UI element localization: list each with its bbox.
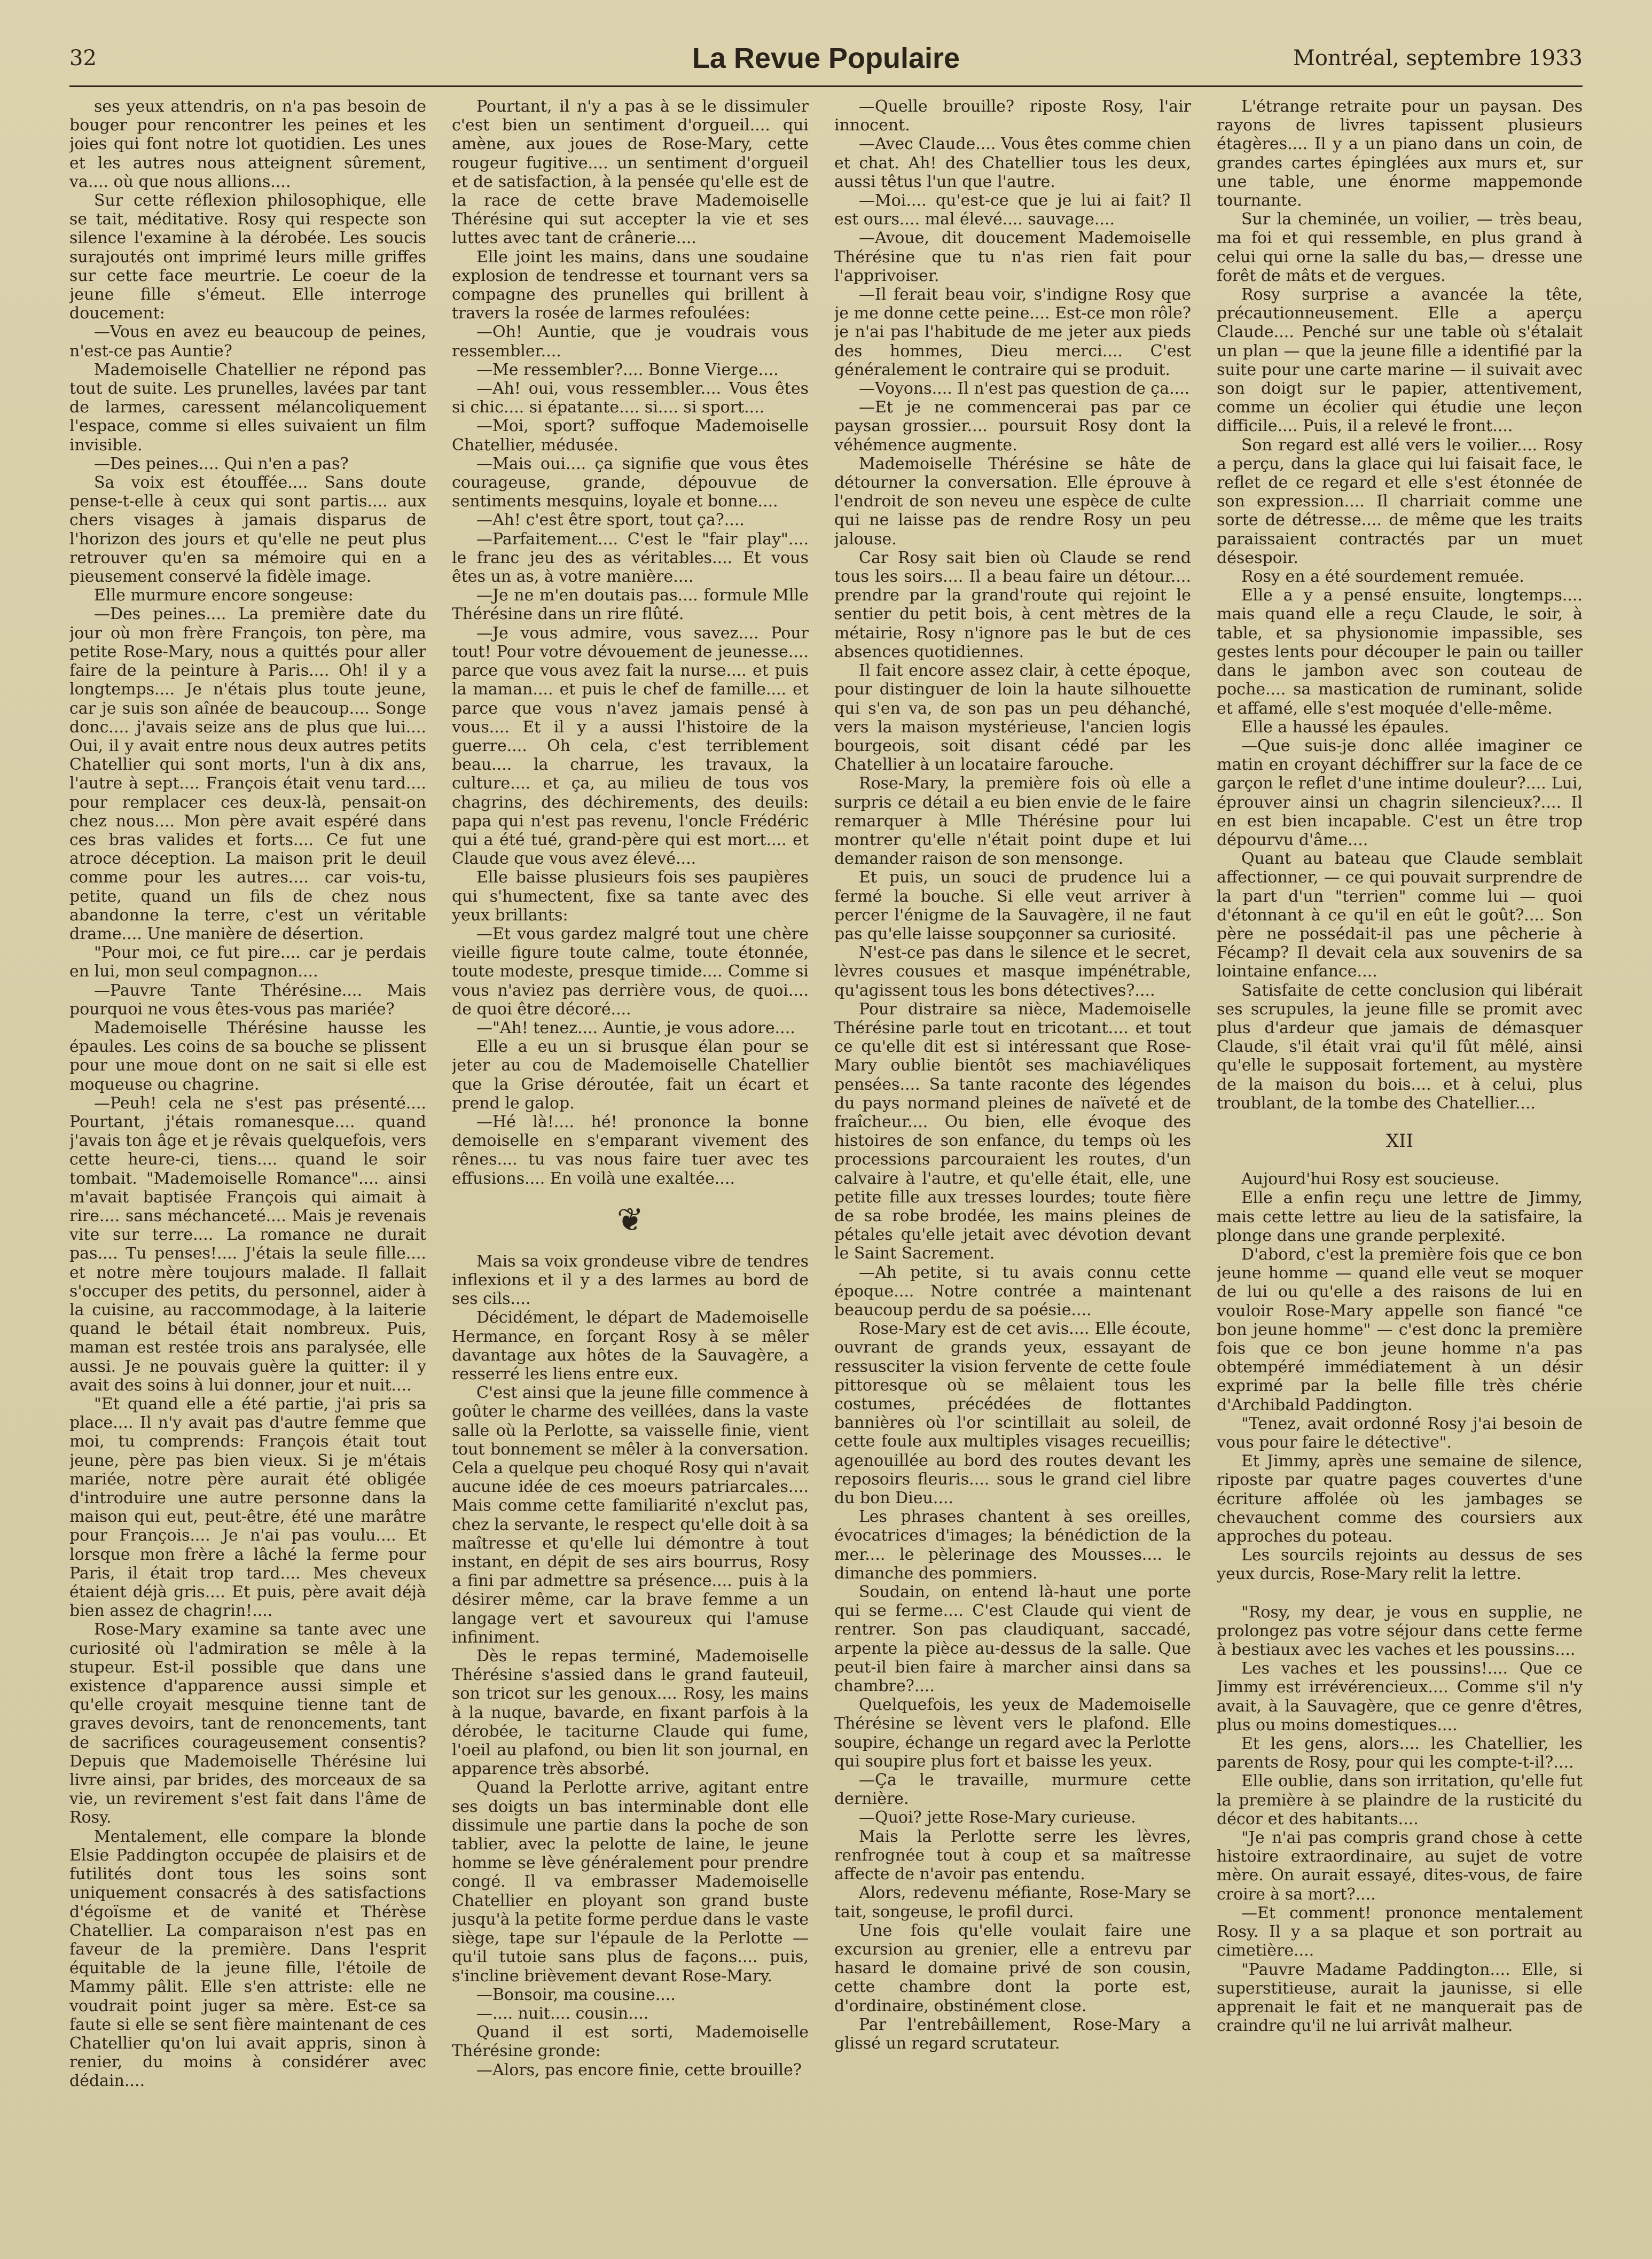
paragraph: ses yeux attendris, on n'a pas besoin de bouger pour rencontrer les peines et les joies qui font notre lot quotidien. Les unes et les autres nous atteignent sûrement, va.... où que nous allions.... (69, 97, 426, 191)
page-header (69, 42, 1583, 79)
paragraph: Par l'entrebâillement, Rose-Mary a glissé un regard scrutateur. (834, 2015, 1191, 2053)
paragraph: Mademoiselle Thérésine se hâte de détourner la conversation. Elle éprouve à l'endroit de son neveu une espèce de culte qui ne laisse pas de rendre Rosy un peu jalouse. (834, 454, 1191, 549)
paragraph: Rosy en a été sourdement remuée. (1241, 567, 1524, 587)
paragraph: D'abord, c'est la première fois que ce bon jeune homme — quand elle veut se moquer de lui ou qu'elle a des raisons de lui en vouloir Rose-Mary appelle son fiancé "ce bon jeune homme" — c'est donc la première fois que ce bon jeune homme n'a pas obtempéré immédiatement à un désir exprimé par la belle fille très chérie d'Archibald Paddington. (1217, 1245, 1583, 1414)
paragraph: Rose-Mary examine sa tante avec une curiosité où l'admiration se mêle à la stupeur. Est-il possible que dans une existence d'apparence aussi simple et qu'elle croyait mesquine tienne tant de graves devoirs, tant de renoncements, tant de sacrifices courageusement consentis? Depuis que Mademoiselle Thérésine lui livre ainsi, par brides, des morceaux de sa vie, un revirement s'est fait dans l'âme de Rosy. (69, 1620, 426, 1827)
paragraph: —Bonsoir, ma cousine.... (476, 1985, 676, 2004)
paragraph: Elle baisse plusieurs fois ses paupières qui s'humectent, fixe sa tante avec des yeux brillants: (452, 868, 809, 925)
paragraph: Sur cette réflexion philosophique, elle se tait, méditative. Rosy qui respecte son silence l'examine à la dérobée. Les soucis surajoutés ont imprimé leurs mille griffes sur cette face meurtrie. Le coeur de la jeune fille s'émeut. Elle interroge doucement: (69, 191, 426, 323)
paragraph: —Ah! oui, vous ressembler.... Vous êtes si chic.... si épatante.... si.... si sport.... (452, 379, 809, 417)
paragraph: Décidément, le départ de Mademoiselle Hermance, en forçant Rosy à se mêler davantage aux hôtes de la Sauvagère, a resserré les liens entre eux. (452, 1308, 809, 1383)
paragraph: "Pauvre Madame Paddington.... Elle, si superstitieuse, aurait la jaunisse, si elle apprenait le fait et ne manquerait pas de craindre qu'il ne lui arrivât malheur. (1217, 1960, 1583, 2036)
section-ornament-icon: ❦ (616, 1201, 644, 1239)
paragraph: —Des peines.... La première date du jour où mon frère François, ton père, ma petite Rose-Mary, nous a quittés pour aller faire de la peinture à Paris.... Oh! il y a longtemps.... Je n'étais plus toute jeune, car je suis son aînée de beaucoup.... Songe donc.... j'avais seize ans de plus que lui.... Oui, il y avait entre nous deux autres petits Chatellier qui sont morts, l'un à dix ans, l'autre à sept.... François était venu tard.... pour remplacer ces deux-là, pensait-on chez nous.... Mon père avait espéré dans ces bras valides et forts.... Ce fut une atroce déception. La maison prit le deuil comme pour les autres.... car vois-tu, petite, quand un fils de chez nous abandonne la terre, c'est un véritable drame.... Une manière de désertion. (69, 605, 426, 943)
paragraph: —Me ressembler?.... Bonne Vierge.... (476, 360, 779, 379)
page-number: 32 (69, 46, 97, 71)
paragraph: —Ça le travaille, murmure cette dernière. (834, 1771, 1191, 1809)
paragraph: Mais la Perlotte serre les lèvres, renfrognée tout à coup et sa maîtresse affecte de n'avoir pas entendu. (834, 1827, 1191, 1884)
paragraph: —Il ferait beau voir, s'indigne Rosy que je me donne cette peine.... Est-ce mon rôle? je n'ai pas l'habitude de me jeter aux pieds des hommes, Dieu merci.... C'est généralement le contraire qui se produit. (834, 285, 1191, 379)
paragraph: —"Ah! tenez.... Auntie, je vous adore.... (476, 1018, 795, 1037)
text-column-3 (834, 97, 1191, 2222)
paragraph: Quelquefois, les yeux de Mademoiselle Thérésine se lèvent vers le plafond. Elle soupire, échange un regard avec la Perlotte qui soupire plus fort et baisse les yeux. (834, 1695, 1191, 1771)
paragraph: Quand il est sorti, Mademoiselle Thérésine gronde: (452, 2023, 809, 2061)
paragraph: Mademoiselle Chatellier ne répond pas tout de suite. Les prunelles, lavées par tant de larmes, caressent mélancoliquement l'espace, comme si elles suivaient un film invisible. (69, 360, 426, 455)
paragraph: C'est ainsi que la jeune fille commence à goûter le charme des veillées, dans la vaste salle où la Perlotte, sa vaisselle finie, vient tout bonnement se mêler à la conversation. Cela a quelque peu choqué Rosy qui n'avait aucune idée de ces moeurs patriarcales.... Mais comme cette familiarité n'exclut pas, chez la servante, le respect qu'elle doit à sa maîtresse et qu'elle lui démontre à tout instant, en dépit de ses airs bourrus, Rosy a fini par admettre sa présence.... puis à la désirer même, car la brave femme a un langage vert et savoureux qui l'amuse infiniment. (452, 1383, 809, 1647)
paragraph: Sa voix est étouffée.... Sans doute pense-t-elle à ceux qui sont partis.... aux chers visages à jamais disparus de l'horizon des jours et qu'elle ne peut plus retrouver qu'en sa mémoire qui en a pieusement conservé la fidèle image. (69, 473, 426, 587)
paragraph: Elle a eu un si brusque élan pour se jeter au cou de Mademoiselle Chatellier que la Grise déroutée, fait un écart et prend le galop. (452, 1037, 809, 1113)
paragraph: Pourtant, il n'y a pas à se le dissimuler c'est bien un sentiment d'orgueil.... qui amène, aux joues de Rose-Mary, cette rougeur fugitive.... un sentiment d'orgueil et de satisfaction, à la pensée qu'elle est de la race de cette brave Mademoiselle Thérésine qui sut accepter la vie et ses luttes avec tant de crânerie.... (452, 97, 809, 248)
paragraph: Elle a enfin reçu une lettre de Jimmy, mais cette lettre au lieu de la satisfaire, la plonge dans une grande perplexité. (1217, 1189, 1583, 1245)
paragraph: —.... nuit.... cousin.... (476, 2004, 649, 2023)
issue-date: Montréal, septembre 1933 (1293, 46, 1583, 71)
paragraph: "Pour moi, ce fut pire.... car je perdais en lui, mon seul compagnon.... (69, 943, 426, 981)
paragraph: Elle a y a pensé ensuite, longtemps.... mais quand elle a reçu Claude, le soir, à table, et sa physionomie impassible, ses gestes lents pour découper le pain ou tailler dans le jambon avec son couteau de poche.... sa mastication de ruminant, solide et affamé, elle s'est moquée d'elle-même. (1217, 586, 1583, 718)
paragraph: —Je vous admire, vous savez.... Pour tout! Pour votre dévouement de jeunesse.... parce que vous avez fait la nurse.... et puis la maman.... et puis le chef de famille.... et parce que vous n'avez jamais pensé à vous.... Et il y a aussi l'histoire de la guerre.... Oh cela, c'est terriblement beau.... la charrue, les travaux, la culture.... et ça, au milieu de tous vos chagrins, des déchirements, des deuils: papa qui n'est pas revenu, l'oncle Frédéric qui a été tué, grand-père qui est mort.... et Claude que vous avez élevé.... (452, 623, 809, 869)
paragraph: Et Jimmy, après une semaine de silence, riposte par quatre pages couvertes d'une écriture affolée où les jambages se chevauchent comme des coursiers aux approches du poteau. (1217, 1452, 1583, 1546)
paragraph: —Et je ne commencerai pas par ce paysan grossier.... poursuit Rosy dont la véhémence augmente. (834, 398, 1191, 455)
text-column-4 (1217, 97, 1583, 2222)
paragraph: Quant au bateau que Claude semblait affectionner, — ce qui pouvait surprendre de la part d'un "terrien" comme lui — quoi d'étonnant à ce qu'il en eût le goût?.... Son père ne possédait-il pas une pêcherie à Fécamp? Il devait cela aux souvenirs de sa lointaine enfance.... (1217, 849, 1583, 981)
paragraph: Une fois qu'elle voulait faire une excursion au grenier, elle a entrevu par hasard le domaine privé de son cousin, cette chambre dont la porte est, d'ordinaire, obstinément close. (834, 1921, 1191, 2015)
paragraph: —Pauvre Tante Thérésine.... Mais pourquoi ne vous êtes-vous pas mariée? (69, 981, 426, 1019)
paragraph: —Mais oui.... ça signifie que vous êtes courageuse, grande, dépouvue de sentiments mesquins, loyale et bonne.... (452, 454, 809, 511)
paragraph: Satisfaite de cette conclusion qui libérait ses scrupules, la jeune fille se promit avec plus d'ardeur que jamais de démasquer Claude, s'il était vrai qu'il fût mêlé, ainsi qu'elle le supposait fortement, au mystère de la maison du bois.... et à celui, plus troublant, de la tombe des Chatellier.... (1217, 981, 1583, 1113)
header-rule (69, 85, 1583, 87)
paragraph: —Et comment! prononce mentalement Rosy. Il y a sa plaque et son portrait au cimetière.... (1217, 1903, 1583, 1960)
text-column-2 (452, 97, 809, 2222)
paragraph: "Tenez, avait ordonné Rosy j'ai besoin de vous pour faire le détective". (1217, 1414, 1583, 1452)
paragraph: Les vaches et les poussins!.... Que ce Jimmy est irrévérencieux.... Comme s'il n'y avait, à la Sauvagère, que ce genre d'êtres, plus ou moins domestiques.... (1217, 1659, 1583, 1734)
paragraph: —Moi, sport? suffoque Mademoiselle Chatellier, médusée. (452, 417, 809, 455)
paragraph: "Et quand elle a été partie, j'ai pris sa place.... Il n'y avait pas d'autre femme que moi, tu comprends: François était tout jeune, père pas bien vieux. Si je m'étais mariée, notre père aurait été obligée d'introduire une autre personne dans la maison qui eut, peut-être, été une marâtre pour François.... Je n'ai pas voulu.... Et lorsque mon frère a lâché la ferme pour Paris, il était trop tard.... Mes cheveux étaient déjà gris.... Et puis, père avait déjà bien assez de chagrin!.... (69, 1395, 426, 1621)
paragraph: Il fait encore assez clair, à cette époque, pour distinguer de loin la haute silhouette qui s'en va, de son pas un peu déhanché, vers la maison mystérieuse, l'ancien logis bourgeois, soit disant cédé par les Chatellier à un locataire farouche. (834, 661, 1191, 775)
paragraph: —Quoi? jette Rose-Mary curieuse. (859, 1808, 1136, 1827)
paragraph: —Et vous gardez malgré tout une chère vieille figure toute calme, toute étonnée, toute modeste, presque timide.... Comme si vous n'aviez pas derrière vous, de quoi.... de quoi être décoré.... (452, 924, 809, 1019)
paragraph: Mais sa voix grondeuse vibre de tendres inflexions et il y a des larmes au bord de ses cils.... (452, 1252, 809, 1309)
paragraph: Dès le repas terminé, Mademoiselle Thérésine s'assied dans le grand fauteuil, son tricot sur les genoux.... Rosy, les mains à la nuque, bavarde, en fixant parfois à la dérobée, le taciturne Claude qui fume, l'oeil au plafond, ou bien lit son journal, en apparence très absorbé. (452, 1647, 809, 1779)
paragraph: "Rosy, my dear, je vous en supplie, ne prolongez pas votre séjour dans cette ferme à bestiaux avec les vaches et les poussins.... (1217, 1603, 1583, 1660)
paragraph: Elle murmure encore songeuse: (94, 586, 354, 605)
paragraph: Rose-Mary est de cet avis.... Elle écoute, ouvrant de grands yeux, essayant de ressusciter la vision fervente de cette foule pittoresque où se mêlaient tous les costumes, précédées de flottantes bannières où l'or scintillait au soleil, de cette foule aux multiples visages recueillis; agenouillée au bord des routes devant les reposoirs fleuris.... sous le grand ciel libre du bon Dieu.... (834, 1319, 1191, 1508)
paragraph: Alors, redevenu méfiante, Rose-Mary se tait, songeuse, le profil durci. (834, 1883, 1191, 1921)
paragraph: Mentalement, elle compare la blonde Elsie Paddington occupée de plaisirs et de futilités dont tous les soins sont uniquement consacrés à des satisfactions d'égoïsme et de vanité et Thérèse Chatellier. La comparaison n'est pas en faveur de la première. Dans l'esprit équitable de la jeune fille, l'étoile de Mammy pâlit. Elle s'en attriste: elle ne voudrait point juger sa mère. Est-ce sa faute si elle se sent fière maintenant de ces Chatellier qu'on lui avait appris, sinon à renier, du moins à considérer avec dédain.... (69, 1827, 426, 2091)
paragraph: Mademoiselle Thérésine hausse les épaules. Les coins de sa bouche se plissent pour une moue dont on ne sait si elle est moqueuse ou chagrine. (69, 1018, 426, 1094)
paragraph: N'est-ce pas dans le silence et le secret, lèvres cousues et masque impénétrable, qu'agissent tous les bons détectives?.... (834, 943, 1191, 1000)
paragraph: —Je ne m'en doutais pas.... formule Mlle Thérésine dans un rire flûté. (452, 586, 809, 624)
paragraph: —Parfaitement.... C'est le "fair play".... le franc jeu des as véritables.... Et vous êtes un as, à votre manière.... (452, 529, 809, 587)
section-gap (1217, 1584, 1583, 1603)
paragraph: —Voyons.... Il n'est pas question de ça.... (859, 379, 1190, 398)
article-body (69, 97, 1583, 2222)
paragraph: Pour distraire sa nièce, Mademoiselle Thérésine parle tout en tricotant.... et tout ce qu'elle dit est si intéressant que Rose-Mary oublie bientôt ses machiavéliques pensées.... Sa tante raconte des légendes du pays normand pleines de naïveté et de fraîcheur.... Ou bien, elle évoque des histoires de son enfance, du temps où les processions parcouraient les routes, d'un calvaire à l'autre, et qu'elle était, elle, une petite fille aux tresses lourdes; toute fière de sa robe brodée, les mains pleines de pétales qu'elle jetait avec dévotion devant le Saint Sacrement. (834, 999, 1191, 1263)
paragraph: —Moi.... qu'est-ce que je lui ai fait? Il est ours.... mal élevé.... sauvage.... (834, 191, 1191, 229)
paragraph: Aujourd'hui Rosy est soucieuse. (1241, 1170, 1500, 1189)
paragraph: —Hé là!.... hé! prononce la bonne demoiselle en s'emparant vivement des rênes.... tu vas nous faire tuer avec tes effusions.... En voilà une exaltée.... (452, 1112, 809, 1188)
paragraph: Car Rosy sait bien où Claude se rend tous les soirs.... Il a beau faire un détour.... prendre par la grand'route qui rejoint le sentier du petit bois, à cent mètres de la métairie, Rosy n'ignore pas le but de ces absences quotidiennes. (834, 548, 1191, 661)
paragraph: —Ah petite, si tu avais connu cette époque.... Notre contrée a maintenant beaucoup perdu de sa poésie.... (834, 1263, 1191, 1319)
paragraph: Sur la cheminée, un voilier, — très beau, ma foi et qui ressemble, en plus grand à celui qui orne la salle du bas,— dresse une forêt de mâts et de vergues. (1217, 210, 1583, 285)
paragraph: Et puis, un souci de prudence lui a fermé la bouche. Si elle veut arriver à percer l'énigme de la Sauvagère, il ne faut pas qu'elle laisse soupçonner sa curiosité. (834, 868, 1191, 943)
paragraph: —Ah! c'est être sport, tout ça?.... (476, 511, 745, 530)
paragraph: "Je n'ai pas compris grand chose à cette histoire extraordinaire, au sujet de votre mère. On aurait essayé, dites-vous, de faire croire à sa mort?.... (1217, 1828, 1583, 1904)
paragraph: —Oh! Auntie, que je voudrais vous ressembler.... (452, 323, 809, 361)
paragraph: Les phrases chantent à ses oreilles, évocatrices d'images; la bénédiction de la mer.... le pèlerinage des Mousses.... le dimanche des pommiers. (834, 1507, 1191, 1583)
text-column-1 (69, 97, 426, 2222)
paragraph: Rosy surprise a avancée la tête, précautionneusement. Elle a aperçu Claude.... Penché sur une table où s'étalait un plan — que la jeune fille a identifié par la suite pour une carte marine — il suivait avec son doigt sur le papier, attentivement, comme un écolier qui étudie une leçon difficile.... Puis, il a relevé le front.... (1217, 285, 1583, 436)
paragraph: —Avoue, dit doucement Mademoiselle Thérésine que tu n'as rien fait pour l'apprivoiser. (834, 229, 1191, 285)
paragraph: Soudain, on entend là-haut une porte qui se ferme.... C'est Claude qui vient de rentrer. Son pas claudiquant, saccadé, arpente la pièce au-dessus de la salle. Que peut-il bien faire à marcher ainsi dans sa chambre?.... (834, 1583, 1191, 1696)
paragraph: —Alors, pas encore finie, cette brouille? (476, 2060, 802, 2080)
paragraph: Son regard est allé vers le voilier.... Rosy a perçu, dans la glace qui lui faisait face, le reflet de ce regard et elle s'est étonnée de son expression.... Il charriait comme une sorte de détresse.... de même que les traits paraissaient contractés par un muet désespoir. (1217, 435, 1583, 567)
paragraph: Elle a haussé les épaules. (1241, 717, 1450, 737)
paragraph: Et les gens, alors.... les Chatellier, les parents de Rosy, pour qui les compte-t-il?.... (1217, 1734, 1583, 1772)
paragraph: Elle joint les mains, dans une soudaine explosion de tendresse et tournant vers sa compagne des prunelles qui brillent à travers la rosée de larmes refoulées: (452, 247, 809, 323)
paragraph: —Avec Claude.... Vous êtes comme chien et chat. Ah! des Chatellier tous les deux, aussi têtus l'un que l'autre. (834, 135, 1191, 191)
paragraph: L'étrange retraite pour un paysan. Des rayons de livres tapissent plusieurs étagères.... Il y a un piano dans un coin, de grandes cartes épinglées aux murs et, sur une table, une énorme mappemonde tournante. (1217, 97, 1583, 210)
paragraph: Elle oublie, dans son irritation, qu'elle fut la première à se plaindre de la rusticité du décor et des habitants.... (1217, 1772, 1583, 1828)
paragraph: Quand la Perlotte arrive, agitant entre ses doigts un bas interminable dont elle dissimule une partie dans la poche de son tablier, avec la pelotte de laine, le jeune homme se lève généralement pour prendre congé. Il va embrasser Mademoiselle Chatellier en ployant son grand buste jusqu'à la petite forme perdue dans le vaste siège, tape sur l'épaule de la Perlotte — qu'il tutoie sans plus de façons.... puis, s'incline brièvement devant Rose-Mary. (452, 1778, 809, 1986)
paragraph: —Que suis-je donc allée imaginer ce matin en croyant déchiffrer sur la face de ce garçon le reflet d'une intime douleur?.... Lui, éprouver ainsi un chagrin silencieux?.... Il en est bien incapable. C'est un être trop dépourvu d'âme.... (1217, 736, 1583, 849)
publication-title: La Revue Populaire (692, 42, 960, 74)
paragraph: Les sourcils rejoints au dessus de ses yeux durcis, Rose-Mary relit la lettre. (1217, 1546, 1583, 1584)
paragraph: —Vous en avez eu beaucoup de peines, n'est-ce pas Auntie? (69, 323, 426, 361)
paragraph: —Quelle brouille? riposte Rosy, l'air innocent. (834, 97, 1191, 135)
paragraph: Rose-Mary, la première fois où elle a surpris ce détail a eu bien envie de le faire remarquer à Mlle Thérésine pour lui montrer qu'elle n'était point dupe et lui demander raison de son mensonge. (834, 774, 1191, 869)
paragraph: —Peuh! cela ne s'est pas présenté.... Pourtant, j'étais romanesque.... quand j'avais ton âge et je rêvais quelquefois, vers cette heure-ci, tiens.... quand le soir tombait. "Mademoiselle Romance".... ainsi m'avait baptisée François qui aimait à rire.... sans méchanceté.... Mais je revenais vite sur terre.... La romance ne durait pas.... Tu penses!.... J'étais la seule fille.... et notre mère toujours malade. Il fallait s'occuper des petits, du personnel, aider à la cuisine, au raccommodage, à la laiterie quand le bétail était nombreux. Puis, maman est restée trois ans paralysée, elle aussi. Je ne pouvais guère la quitter: il y avait des soins à lui donner, jour et nuit.... (69, 1093, 426, 1395)
paragraph: —Des peines.... Qui n'en a pas? (94, 454, 349, 473)
chapter-heading: XII (1385, 1130, 1414, 1152)
